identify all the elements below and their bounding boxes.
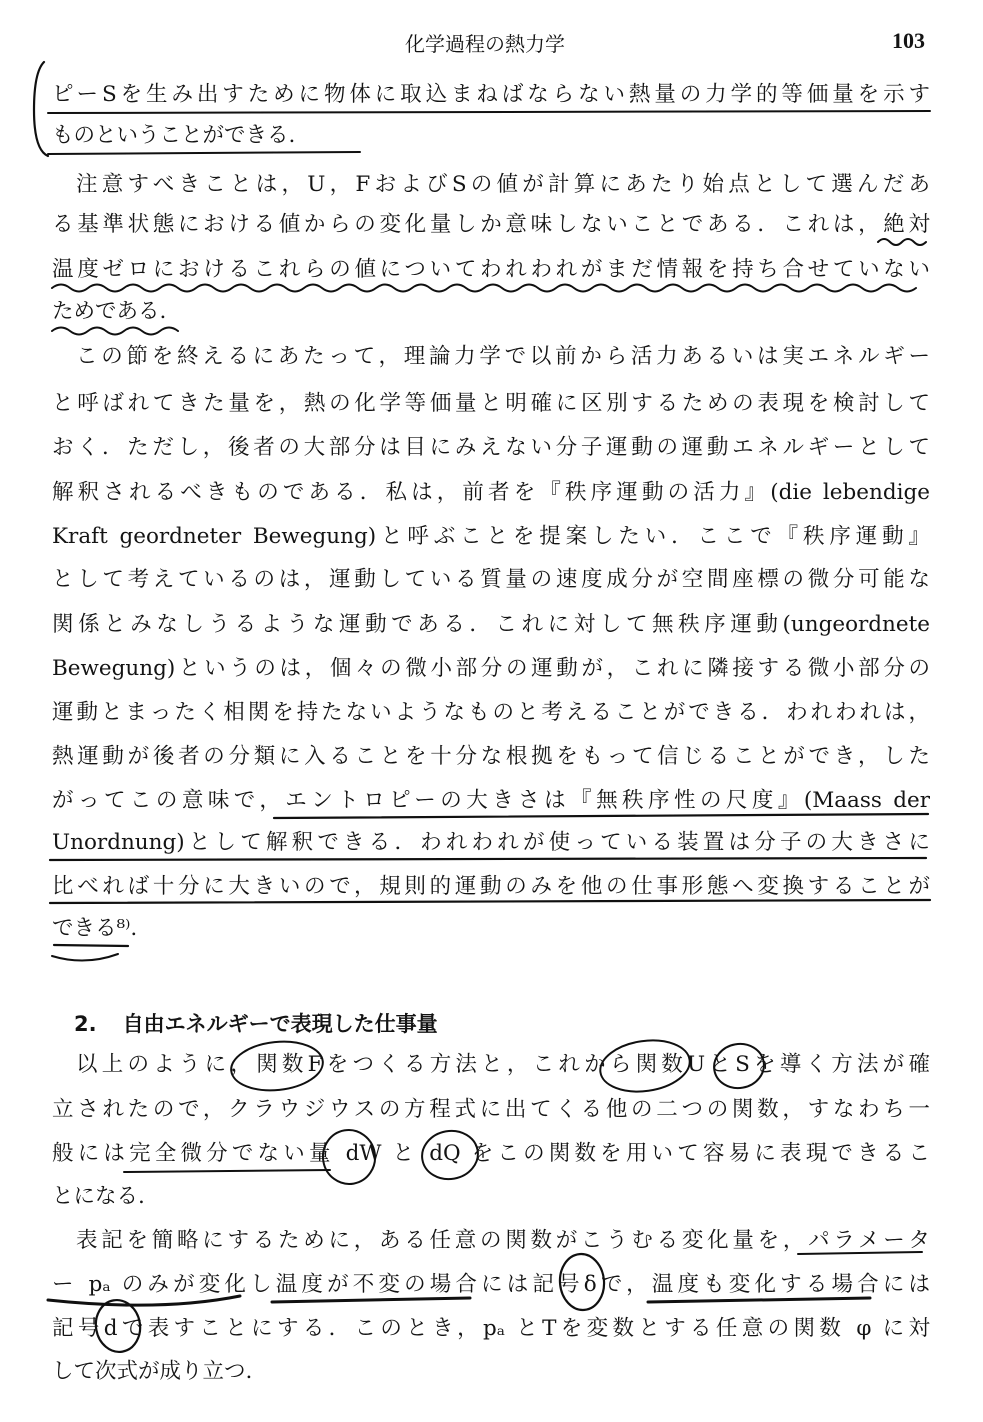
text-line: 注意すべきことは，U，FおよびSの値が計算にあたり始点として選んだあ bbox=[76, 172, 930, 197]
text-line: して次式が成り立つ. bbox=[52, 1359, 253, 1384]
text-line: がってこの意味で，エントロピーの大きさは『無秩序性の尺度』(Maass der bbox=[52, 788, 930, 813]
text-line: 比べれば十分に大きいので，規則的運動のみを他の仕事形態へ変換することが bbox=[52, 874, 930, 899]
text-line: ものということができる. bbox=[52, 123, 296, 148]
text-line: ー pₐ のみが変化し温度が不変の場合には記号δで，温度も変化する場合には bbox=[52, 1272, 930, 1297]
underline-mark bbox=[48, 111, 930, 113]
text-line: 以上のように，関数Fをつくる方法と，これから関数UとSを導く方法が確 bbox=[76, 1052, 930, 1077]
text-line: 解釈されるべきものである．私は，前者を『秩序運動の活力』(die lebendige bbox=[52, 480, 930, 505]
text-line: 熱運動が後者の分類に入ることを十分な根拠をもって信じることができ，した bbox=[52, 744, 930, 769]
text-line: Bewegung)というのは，個々の微小部分の運動が，これに隣接する微小部分の bbox=[52, 656, 930, 681]
text-line: Unordnung)として解釈できる．われわれが使っている装置は分子の大きさに bbox=[52, 830, 930, 855]
text-line: と呼ばれてきた量を，熱の化学等価量と明確に区別するための表現を検討して bbox=[52, 391, 930, 416]
section-number: 2. bbox=[74, 1012, 97, 1036]
text-line: 記号dで表すことにする．このとき，pₐ とTを変数とする任意の関数 φ に対 bbox=[52, 1316, 930, 1341]
text-line: 関係とみなしうるような運動である．これに対して無秩序運動(ungeordnete bbox=[52, 612, 930, 637]
underline-mark bbox=[50, 858, 926, 860]
text-line: 立されたので，クラウジウスの方程式に出てくる他の二つの関数，すなわち一 bbox=[52, 1097, 930, 1122]
text-line: 温度ゼロにおけるこれらの値についてわれわれがまだ情報を持ち合せていない bbox=[52, 257, 930, 282]
text-line: ためである. bbox=[52, 299, 167, 324]
text-line: る基準状態における値からの変化量しか意味しないことである．これは，絶対 bbox=[52, 212, 930, 237]
text-line: とになる. bbox=[52, 1184, 145, 1209]
text-line: 般には完全微分でない量 dW と dQ をこの関数を用いて容易に表現できるこ bbox=[52, 1141, 930, 1166]
running-header-title: 化学過程の熱力学 bbox=[405, 32, 565, 56]
underline-mark bbox=[48, 152, 360, 154]
text-line: 運動とまったく相関を持たないようなものと考えることができる．われわれは， bbox=[52, 700, 930, 725]
text-line: として考えているのは，運動している質量の速度成分が空間座標の微分可能な bbox=[52, 567, 930, 592]
text-line: Kraft geordneter Bewegung)と呼ぶことを提案したい．ここで『秩序運動』 bbox=[52, 524, 930, 549]
text-line: ピーSを生み出すために物体に取込まねばならない熱量の力学的等価量を示す bbox=[52, 82, 930, 107]
underline-mark bbox=[54, 945, 128, 946]
underline-mark bbox=[52, 954, 118, 961]
text-line: 表記を簡略にするために，ある任意の関数がこうむる変化量を，パラメータ bbox=[76, 1228, 930, 1253]
underline-mark bbox=[124, 1170, 330, 1172]
text-line: できる⁸⁾. bbox=[52, 916, 138, 941]
page-number: 103 bbox=[892, 28, 925, 53]
wavy-underline-mark bbox=[52, 328, 178, 335]
margin-bracket-mark bbox=[34, 62, 48, 156]
text-line: この節を終えるにあたって，理論力学で以前から活力あるいは実エネルギー bbox=[76, 344, 930, 369]
text-line: おく．ただし，後者の大部分は目にみえない分子運動の運動エネルギーとして bbox=[52, 435, 930, 460]
section-heading bbox=[74, 1008, 438, 1038]
wavy-underline-mark bbox=[52, 285, 916, 292]
section-title: 自由エネルギーで表現した仕事量 bbox=[122, 1012, 438, 1036]
